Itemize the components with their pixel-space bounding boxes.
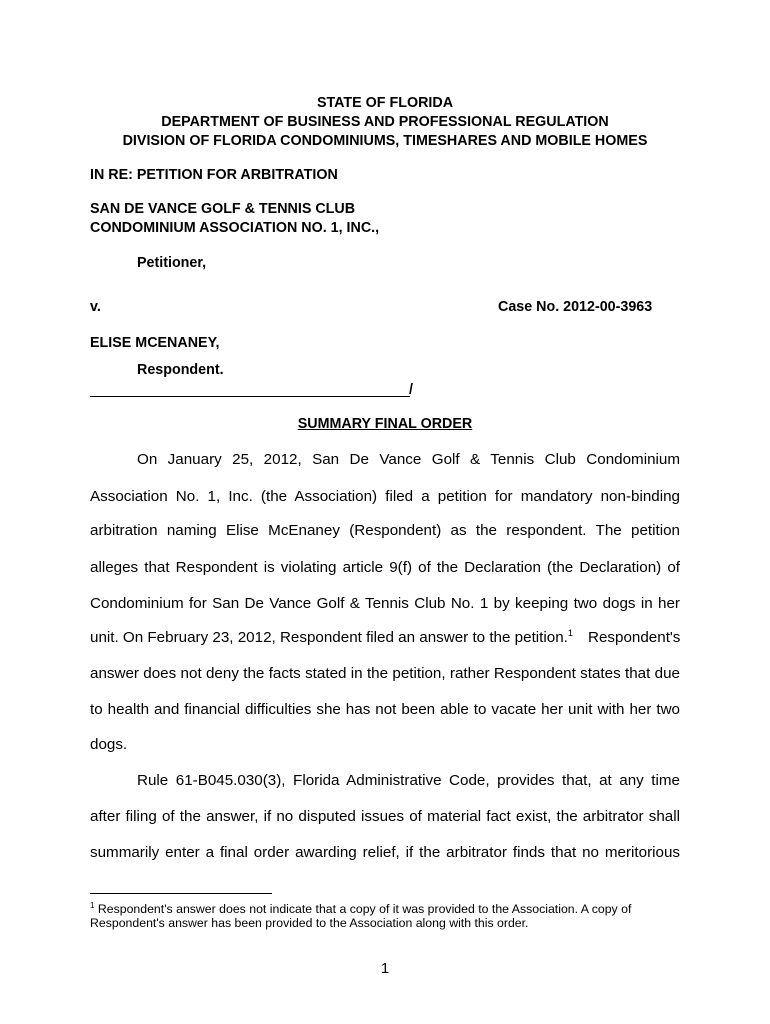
body-line: arbitration naming Elise McEnaney (Respondent) as the respondent. The petition: [90, 522, 680, 539]
caption-slash: /: [409, 382, 413, 398]
petitioner-name-line2: CONDOMINIUM ASSOCIATION NO. 1, INC.,: [90, 220, 380, 236]
body-line: alleges that Respondent is violating article 9(f) of the Declaration (the Declaration) of: [90, 559, 680, 576]
respondent-name: ELISE MCENANEY,: [90, 335, 220, 351]
respondent-role: Respondent.: [137, 362, 224, 378]
petitioner-name-line1: SAN DE VANCE GOLF & TENNIS CLUB: [90, 201, 356, 217]
body-line: On January 25, 2012, San De Vance Golf & Tennis Club Condominium: [137, 451, 680, 468]
body-line: Condominium for San De Vance Golf & Tennis Club No. 1 by keeping two dogs in her: [90, 595, 680, 612]
footnote-line2: Respondent's answer has been provided to the Association along with this order.: [90, 916, 529, 930]
petitioner-role: Petitioner,: [137, 255, 207, 271]
case-number: Case No. 2012-00-3963: [498, 299, 653, 315]
page-number: 1: [380, 960, 390, 977]
footnote-reference: 1: [567, 628, 573, 638]
header-division: DIVISION OF FLORIDA CONDOMINIUMS, TIMESHARES AND MOBILE HOMES: [122, 133, 648, 149]
caption-underline: [90, 396, 410, 397]
body-line: after filing of the answer, if no disputed issues of material fact exist, the arbitrator shall: [90, 808, 680, 825]
footnote-text: Respondent's answer does not indicate that a copy of it was provided to the Association. A copy of: [94, 902, 632, 917]
footnote-divider: [90, 893, 272, 894]
footnote-line1: [90, 901, 631, 916]
body-line: summarily enter a final order awarding relief, if the arbitrator finds that no meritorious: [90, 844, 680, 861]
body-line: Association No. 1, Inc. (the Association) filed a petition for mandatory non-binding: [90, 488, 680, 505]
header-state: STATE OF FLORIDA: [316, 95, 454, 111]
order-title: SUMMARY FINAL ORDER: [297, 416, 473, 432]
body-line: answer does not deny the facts stated in the petition, rather Respondent states that due: [90, 665, 680, 682]
footnote-number: 1: [90, 901, 95, 910]
body-line: Rule 61-B045.030(3), Florida Administrative Code, provides that, at any time: [137, 772, 680, 789]
body-line: dogs.: [90, 736, 128, 753]
body-text: unit. On February 23, 2012, Respondent filed an answer to the petition.: [90, 629, 568, 646]
body-line-end: Respondent's: [588, 629, 681, 646]
versus-label: v.: [90, 299, 101, 315]
in-re-line: IN RE: PETITION FOR ARBITRATION: [90, 167, 338, 183]
header-department: DEPARTMENT OF BUSINESS AND PROFESSIONAL REGULATION: [161, 114, 609, 130]
body-line: to health and financial difficulties she has not been able to vacate her unit with her two: [90, 701, 680, 718]
